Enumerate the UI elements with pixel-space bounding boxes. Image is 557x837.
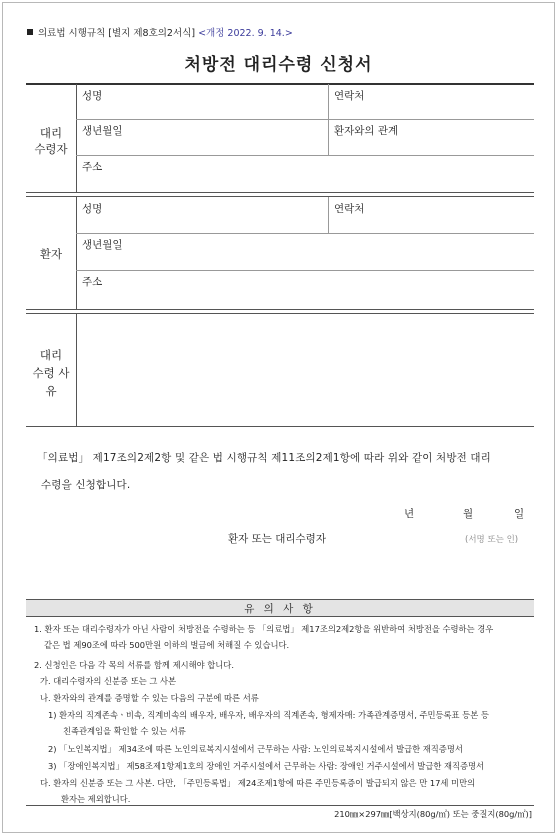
- column-divider: [76, 314, 77, 426]
- patient-address-label: 주소: [82, 276, 103, 288]
- square-bullet-icon: [27, 29, 33, 35]
- date-day: 일: [514, 508, 525, 520]
- note-2-na-1: 1) 환자의 직계존속ㆍ비속, 직계비속의 배우자, 배우자, 배우자의 직계존속, 형제자매: 가족관계증명서, 주민등록표 등본 등: [48, 710, 489, 720]
- row-divider: [76, 119, 534, 120]
- paper-spec: 210㎜×297㎜[백상지(80g/㎡) 또는 중질지(80g/㎡)]: [334, 809, 532, 819]
- page-title: 처방전 대리수령 신청서: [184, 55, 373, 75]
- legal-basis: 의료법 시행규칙 [별지 제8호의2서식]: [38, 28, 196, 39]
- row-divider: [76, 155, 534, 156]
- section-rule: [26, 805, 534, 806]
- column-divider: [328, 197, 329, 233]
- note-1-cont: 같은 법 제90조에 따라 500만원 이하의 벌금에 처해질 수 있습니다.: [44, 640, 290, 650]
- proxy-name-label: 성명: [82, 90, 103, 102]
- section-rule: [26, 313, 534, 314]
- patient-birth-label: 생년월일: [82, 239, 123, 251]
- applicant-label: 환자 또는 대리수령자: [228, 533, 326, 545]
- section-rule: [26, 192, 534, 193]
- statement-line-1: 「의료법」 제17조의2제2항 및 같은 법 시행규칙 제11조의2제1항에 따라 위와 같이 처방전 대리: [37, 452, 491, 464]
- note-2-da-cont: 환자는 제외합니다.: [61, 794, 131, 804]
- section-rule: [26, 309, 534, 310]
- note-2: 2. 신청인은 다음 각 목의 서류를 함께 제시해야 합니다.: [34, 660, 234, 670]
- notes-header: 유 의 사 항: [26, 599, 534, 617]
- revision-date: <개정 2022. 9. 14.>: [198, 28, 293, 39]
- section-rule: [26, 196, 534, 197]
- patient-section-label: 환자: [39, 247, 63, 261]
- proxy-birth-label: 생년월일: [82, 125, 123, 137]
- proxy-contact-label: 연락처: [334, 90, 365, 102]
- section-rule: [26, 83, 534, 85]
- reason-section-label: 대리 수령 사 유: [32, 348, 70, 398]
- note-2-na-3: 3) 「장애인복지법」 제58조제1항제1호의 장애인 거주시설에서 근무하는 사람: 장애인 거주시설에서 발급한 재직증명서: [48, 761, 485, 771]
- note-2-na-1-cont: 친족관계임을 확인할 수 있는 서류: [63, 726, 186, 736]
- row-divider: [76, 270, 534, 271]
- note-2-na: 나. 환자와의 관계를 증명할 수 있는 다음의 구분에 따른 서류: [40, 693, 259, 703]
- note-2-ga: 가. 대리수령자의 신분증 또는 그 사본: [40, 676, 177, 686]
- proxy-section-label: 대리 수령자: [34, 126, 68, 156]
- date-year: 년: [404, 508, 415, 520]
- column-divider: [328, 84, 329, 156]
- note-2-na-2: 2) 「노인복지법」 제34조에 따른 노인의료복지시설에서 근무하는 사람: 노인의료복지시설에서 발급한 재직증명서: [48, 744, 463, 754]
- patient-name-label: 성명: [82, 203, 103, 215]
- statement-line-2: 수령을 신청합니다.: [41, 479, 131, 491]
- note-1: 1. 환자 또는 대리수령자가 아닌 사람이 처방전을 수령하는 등 「의료법」 제17조의2제2항을 위반하여 처방전을 수령하는 경우: [34, 624, 494, 634]
- form-page: [2, 2, 555, 833]
- section-rule: [26, 426, 534, 427]
- date-month: 월: [463, 508, 474, 520]
- column-divider: [76, 197, 77, 309]
- row-divider: [76, 233, 534, 234]
- proxy-address-label: 주소: [82, 161, 103, 173]
- signature-hint: (서명 또는 인): [465, 535, 519, 545]
- note-2-da: 다. 환자의 신분증 또는 그 사본. 다만, 「주민등록법」 제24조제1항에 따른 주민등록증이 발급되지 않은 만 17세 미만의: [40, 778, 476, 788]
- proxy-relation-label: 환자와의 관계: [334, 125, 399, 137]
- legal-basis-line: [27, 25, 293, 39]
- column-divider: [76, 84, 77, 192]
- patient-contact-label: 연락처: [334, 203, 365, 215]
